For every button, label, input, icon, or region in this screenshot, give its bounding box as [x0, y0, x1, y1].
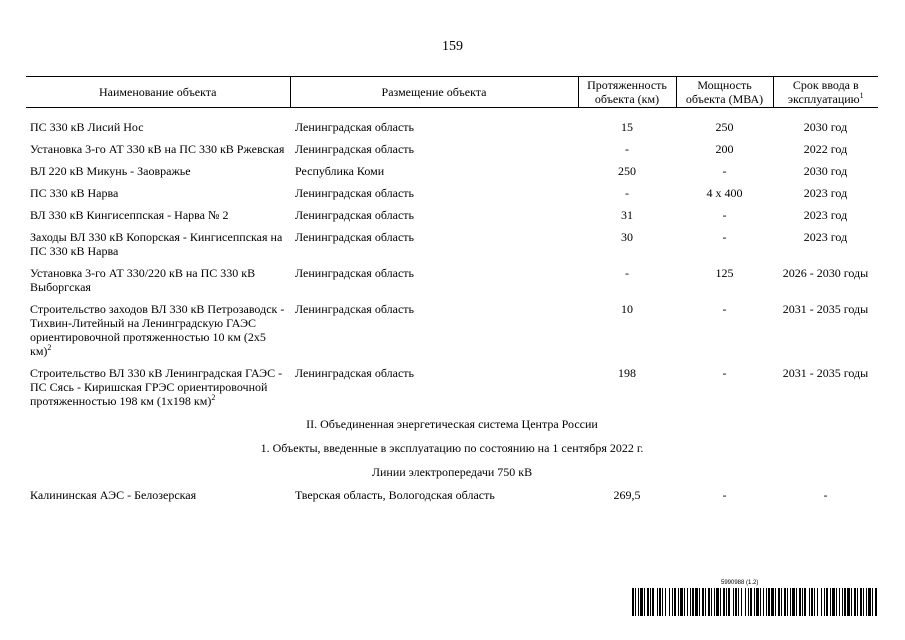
cell-power: - — [722, 488, 727, 502]
barcode-bar — [860, 588, 862, 616]
cell-term: 2023 год — [803, 230, 848, 244]
barcode-bar — [662, 588, 663, 616]
barcode-bar — [714, 588, 715, 616]
barcode-bar — [652, 588, 654, 616]
group-heading-row — [26, 460, 878, 484]
cell-place: Ленинградская область — [295, 302, 414, 316]
cell-term: 2031 - 2035 годы — [782, 302, 869, 316]
barcode-bar — [804, 588, 806, 616]
cell-name: Установка 3-го АТ 330 кВ на ПС 330 кВ Ржевская — [30, 142, 285, 156]
barcode-bar — [659, 588, 661, 616]
barcode-bar — [754, 588, 755, 616]
section-heading: II. Объединенная энергетическая система Центра России — [306, 417, 598, 431]
barcode-bar — [650, 588, 651, 616]
barcode-bar — [781, 588, 782, 616]
barcode-bar — [844, 588, 846, 616]
barcode-bar — [726, 588, 727, 616]
table-row — [26, 116, 878, 138]
barcode-bar — [669, 588, 670, 616]
cell-place: Ленинградская область — [295, 142, 414, 156]
cell-term: 2030 год — [803, 120, 848, 134]
barcode-bar — [836, 588, 837, 616]
barcode-bar — [678, 588, 679, 616]
table-row — [26, 484, 878, 506]
barcode-bar — [787, 588, 788, 616]
cell-name: Заходы ВЛ 330 кВ Копорская - Кингисеппская на ПС 330 кВ Нарва — [30, 230, 283, 258]
barcode-bar — [741, 588, 742, 616]
cell-place: Ленинградская область — [295, 366, 414, 380]
barcode-bar — [708, 588, 710, 616]
barcode-bar — [738, 588, 739, 616]
barcode-bar — [817, 588, 818, 616]
barcode-bar — [756, 588, 759, 616]
barcode-bar — [632, 588, 634, 616]
barcode-bar — [802, 588, 803, 616]
barcode-bar — [672, 588, 673, 616]
cell-power: 125 — [715, 266, 734, 280]
barcode-bar — [745, 588, 746, 616]
cell-length: - — [625, 266, 629, 280]
barcode-bar — [674, 588, 676, 616]
barcode-bar — [711, 588, 712, 616]
barcode-bar — [733, 588, 734, 616]
objects-table — [26, 76, 878, 506]
barcode-bar — [784, 588, 786, 616]
barcode-bar — [854, 588, 856, 616]
barcode-bar — [847, 588, 850, 616]
barcode-bar — [872, 588, 873, 616]
barcode-bar — [775, 588, 776, 616]
barcode-bar — [863, 588, 864, 616]
cell-place: Ленинградская область — [295, 186, 414, 200]
cell-power: - — [722, 302, 727, 316]
cell-name: Калининская АЭС - Белозерская — [30, 488, 197, 502]
cell-place: Ленинградская область — [295, 266, 414, 280]
cell-term: 2026 - 2030 годы — [782, 266, 869, 280]
barcode-bar — [750, 588, 752, 616]
barcode-bar — [702, 588, 704, 616]
page-number: 159 — [442, 39, 463, 54]
header-term-footnote: 1 — [859, 91, 864, 100]
barcode-bar — [720, 588, 721, 616]
barcode-bar — [640, 588, 643, 616]
cell-term: 2031 - 2035 годы — [782, 366, 869, 380]
group-heading: Линии электропередачи 750 кВ — [371, 465, 533, 479]
table-header-row — [26, 77, 878, 108]
cell-name: Строительство ВЛ 330 кВ Ленинградская ГАЭС - ПС Сясь - Киришская ГРЭС ориентировочной протяженностью 198 км (1x198 км)$^2$ — [30, 366, 283, 408]
cell-power: 200 — [715, 142, 734, 156]
barcode-bar — [723, 588, 725, 616]
barcode-bar — [826, 588, 828, 616]
cell-term: 2022 год — [803, 142, 848, 156]
cell-length: 15 — [621, 120, 633, 134]
cell-length: 250 — [618, 164, 636, 178]
cell-power: - — [722, 230, 727, 244]
table-row — [26, 138, 878, 160]
barcode-bar — [814, 588, 815, 616]
barcode — [631, 580, 879, 616]
barcode-bar — [748, 588, 749, 616]
header-power: Мощность объекта (МВА) — [676, 77, 773, 108]
cell-power: - — [722, 366, 727, 380]
table-row — [26, 160, 878, 182]
table-row — [26, 204, 878, 226]
header-length: Протяженность объекта (км) — [578, 77, 676, 108]
barcode-bar — [821, 588, 822, 616]
barcode-bar — [644, 588, 645, 616]
header-term: Срок ввода в эксплуатацию$^1$ — [773, 77, 878, 108]
barcode-bar — [792, 588, 795, 616]
barcode-bar — [638, 588, 639, 616]
subsection-heading-row — [26, 436, 878, 460]
barcode-bar — [875, 588, 877, 616]
barcode-bar — [684, 588, 685, 616]
barcode-bar — [635, 588, 636, 616]
cell-name: ВЛ 220 кВ Микунь - Заовражье — [30, 164, 191, 178]
barcode-bars — [631, 588, 879, 616]
header-name: Наименование объекта — [26, 77, 290, 108]
barcode-bar — [778, 588, 780, 616]
cell-length: 10 — [621, 302, 633, 316]
barcode-bar — [687, 588, 688, 616]
barcode-bar — [705, 588, 706, 616]
table-row — [26, 226, 878, 262]
header-place: Размещение объекта — [290, 77, 578, 108]
barcode-bar — [809, 588, 810, 616]
cell-place: Ленинградская область — [295, 230, 414, 244]
section-heading-row — [26, 412, 878, 436]
barcode-bar — [799, 588, 801, 616]
barcode-bar — [760, 588, 761, 616]
barcode-label: 5990988 (1.2) — [721, 580, 759, 586]
cell-name: ПС 330 кВ Лисий Нос — [30, 120, 144, 134]
barcode-bar — [699, 588, 700, 616]
barcode-bar — [771, 588, 774, 616]
barcode-bar — [768, 588, 770, 616]
cell-term: 2023 год — [803, 186, 848, 200]
barcode-bar — [824, 588, 825, 616]
cell-length: 198 — [618, 366, 636, 380]
cell-length: - — [625, 142, 629, 156]
cell-power: 4 x 400 — [706, 186, 743, 200]
table-row — [26, 182, 878, 204]
footnote-mark: 2 — [211, 393, 216, 402]
cell-place: Ленинградская область — [295, 208, 414, 222]
barcode-bar — [647, 588, 649, 616]
barcode-bar — [763, 588, 764, 616]
barcode-bar — [851, 588, 852, 616]
table-row — [26, 298, 878, 362]
cell-term: - — [823, 488, 828, 502]
barcode-bar — [832, 588, 835, 616]
barcode-bar — [680, 588, 683, 616]
cell-length: 30 — [621, 230, 633, 244]
barcode-bar — [790, 588, 791, 616]
cell-name: Строительство заходов ВЛ 330 кВ Петрозаводск - Тихвин-Литейный на Ленинградскую ГАЭС ориентировочной протяженностью 10 км (2x5 км)$^2$ — [30, 302, 285, 358]
cell-power: 250 — [715, 120, 734, 134]
cell-name: Установка 3-го АТ 330/220 кВ на ПС 330 кВ Выборгская — [30, 266, 256, 294]
barcode-bar — [842, 588, 843, 616]
barcode-bar — [690, 588, 691, 616]
barcode-bar — [796, 588, 797, 616]
cell-term: 2023 год — [803, 208, 848, 222]
cell-name: ВЛ 330 кВ Кингисеппская - Нарва № 2 — [30, 208, 229, 222]
cell-power: - — [722, 164, 727, 178]
barcode-bar — [735, 588, 737, 616]
barcode-bar — [657, 588, 658, 616]
cell-power: - — [722, 208, 727, 222]
cell-name: ПС 330 кВ Нарва — [30, 186, 119, 200]
cell-place: Республика Коми — [295, 164, 385, 178]
table-row — [26, 262, 878, 298]
barcode-bar — [811, 588, 813, 616]
barcode-bar — [830, 588, 831, 616]
cell-length: 31 — [621, 208, 633, 222]
table-row — [26, 362, 878, 412]
cell-term: 2030 год — [803, 164, 848, 178]
footnote-mark: 2 — [47, 343, 52, 352]
cell-length: 269,5 — [613, 488, 641, 502]
barcode-bar — [665, 588, 666, 616]
cell-place: Ленинградская область — [295, 120, 414, 134]
barcode-bar — [728, 588, 730, 616]
barcode-bar — [866, 588, 867, 616]
barcode-bar — [868, 588, 871, 616]
barcode-bar — [766, 588, 767, 616]
barcode-bar — [839, 588, 840, 616]
cell-place: Тверская область, Вологодская область — [295, 488, 495, 502]
barcode-bar — [857, 588, 858, 616]
cell-length: - — [625, 186, 629, 200]
barcode-bar — [716, 588, 719, 616]
barcode-bar — [695, 588, 698, 616]
subsection-heading: 1. Объекты, введенные в эксплуатацию по состоянию на 1 сентября 2022 г. — [260, 441, 644, 455]
barcode-bar — [692, 588, 694, 616]
